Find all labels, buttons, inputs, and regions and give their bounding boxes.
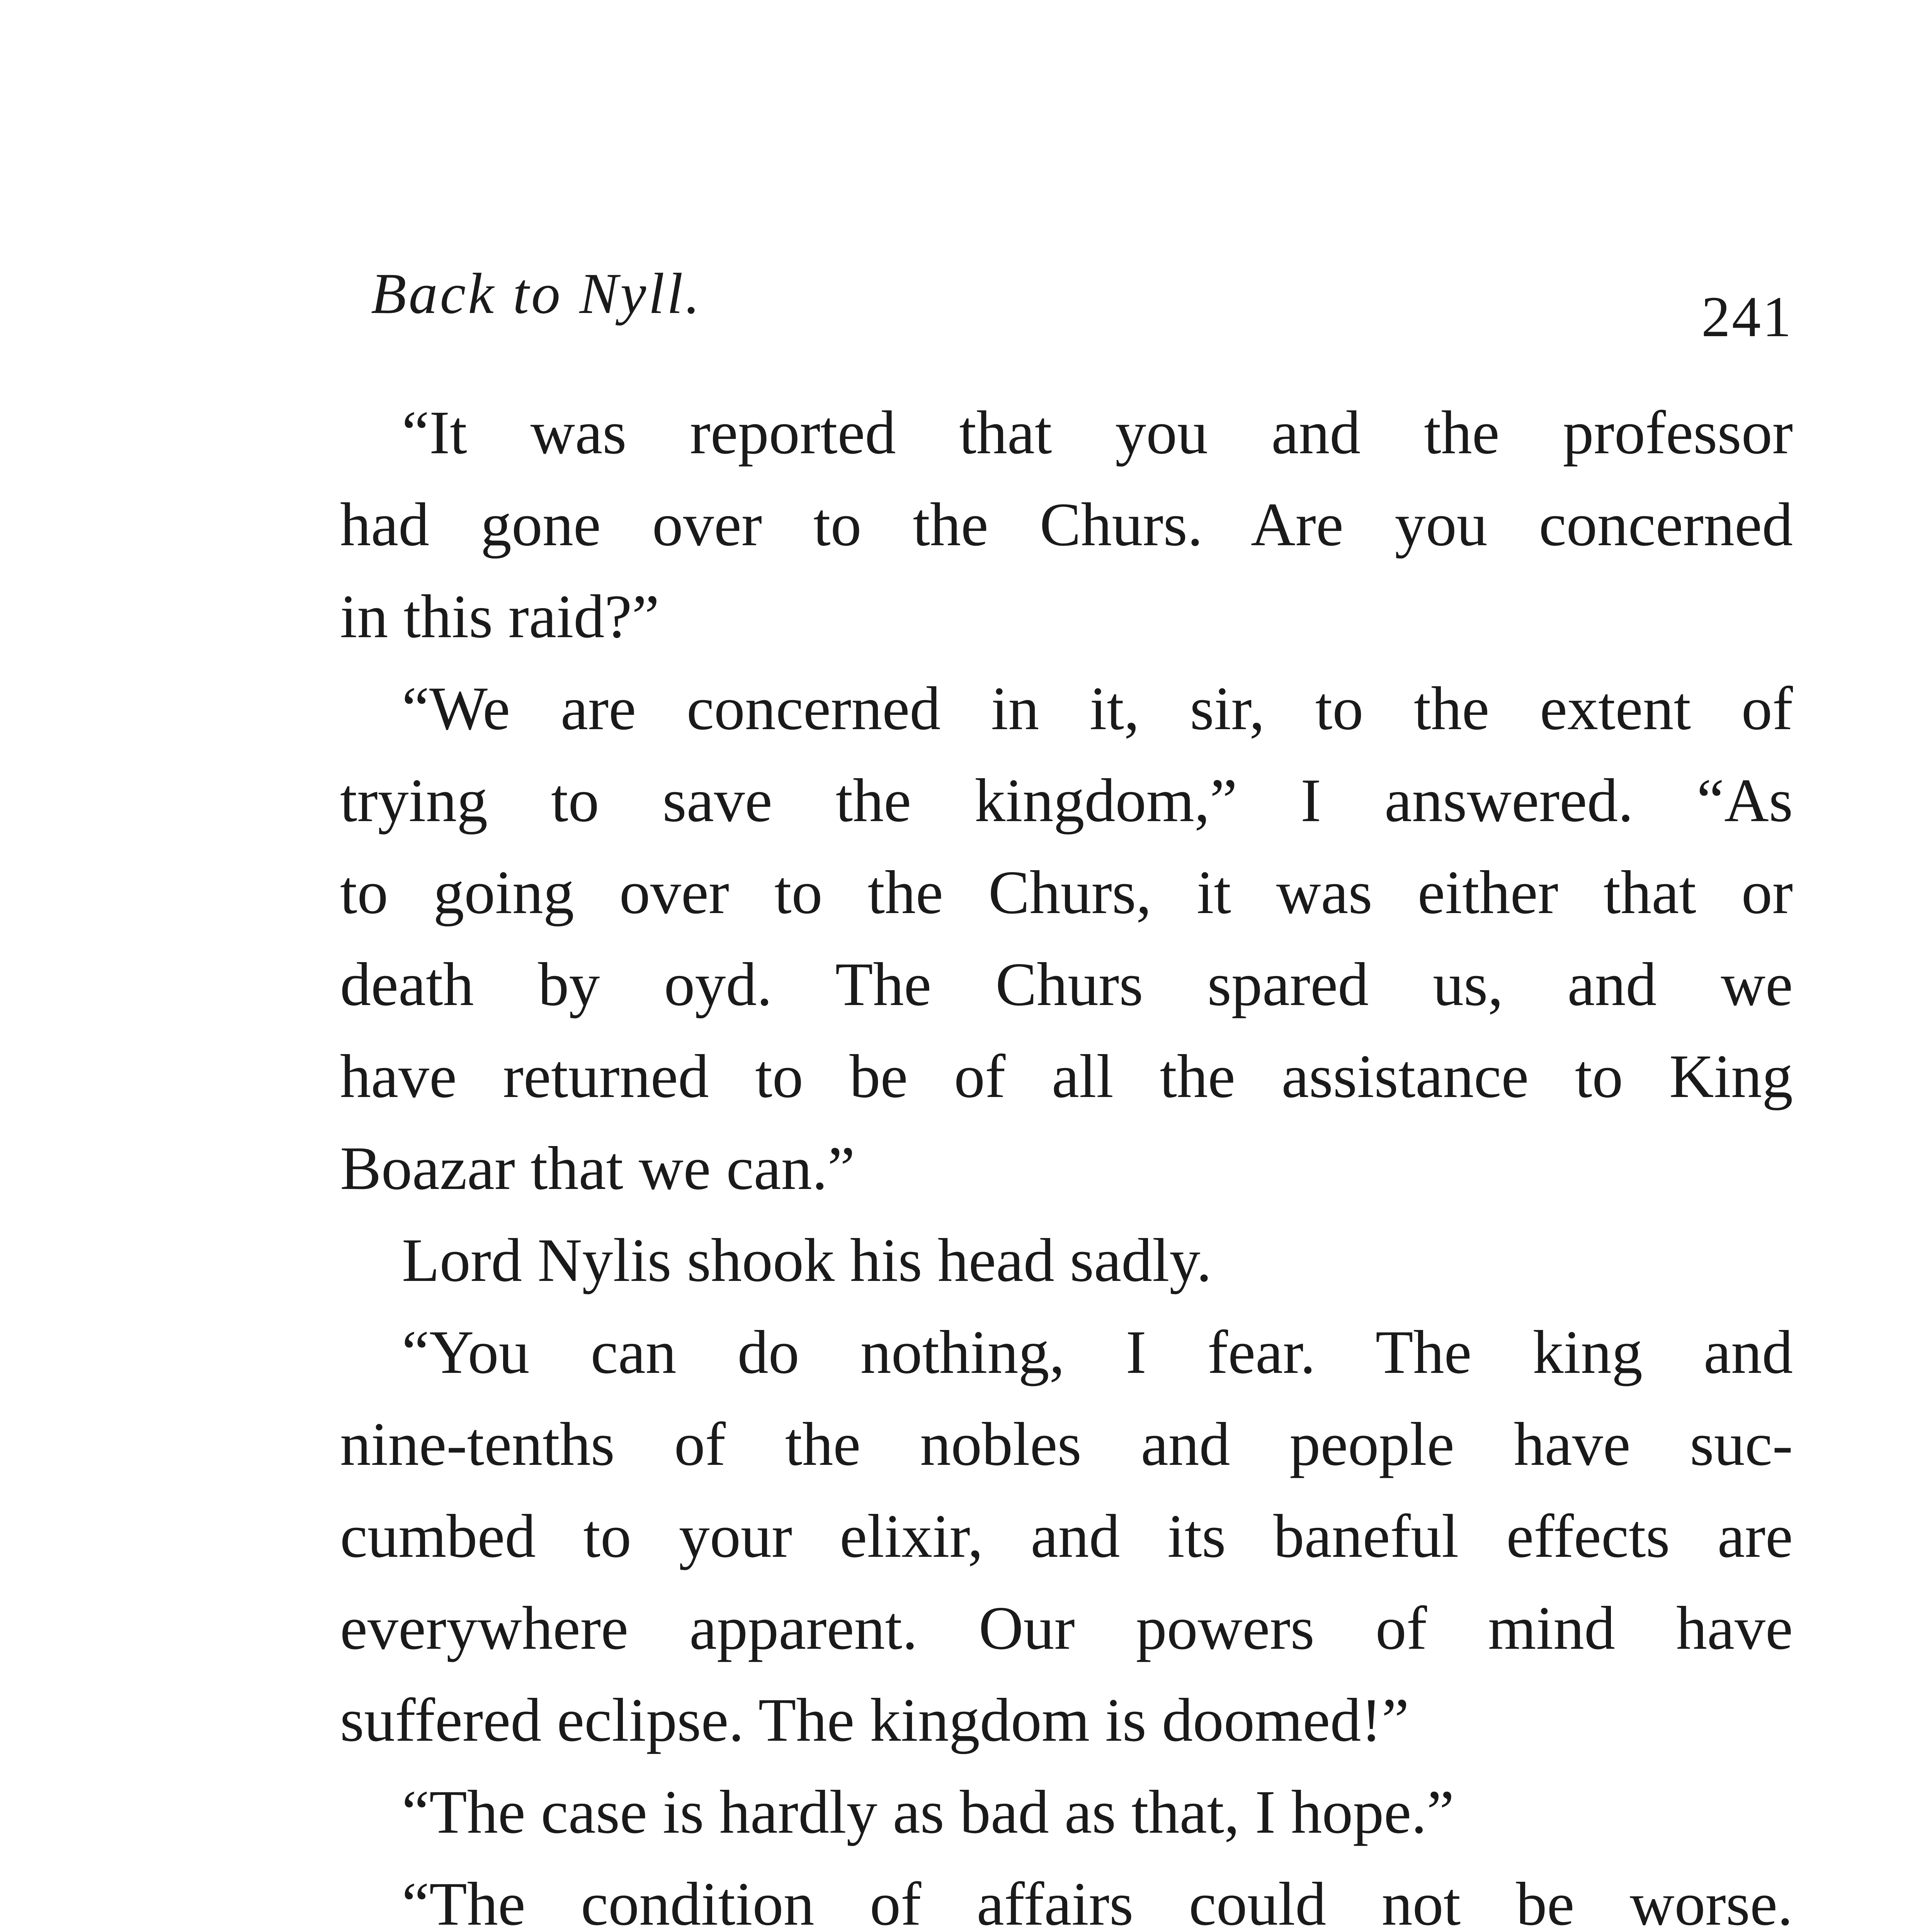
text-line: suffered eclipse. The kingdom is doomed!” (340, 1685, 1409, 1754)
text-line: had gone over to the Churs. Are you concerned (340, 490, 1793, 559)
text-line: in this raid?” (340, 582, 660, 651)
text-line: trying to save the kingdom,” I answered. “As (340, 766, 1793, 835)
text-line: Lord Nylis shook his head sadly. (402, 1226, 1212, 1294)
text-line: “The case is hardly as bad as that, I hope.” (402, 1777, 1454, 1846)
page-number: 241 (1701, 285, 1793, 349)
text-line: Boazar that we can.” (340, 1134, 855, 1202)
text-line: death by oyd. The Churs spared us, and we (340, 950, 1793, 1019)
text-line: cumbed to your elixir, and its baneful effects are (340, 1502, 1793, 1570)
body-text (340, 386, 1793, 1932)
running-title: Back to Nyll. (371, 262, 702, 326)
text-line: “You can do nothing, I fear. The king and (402, 1318, 1793, 1386)
text-line: “It was reported that you and the professor (402, 398, 1793, 467)
text-line: to going over to the Churs, it was either that or (340, 858, 1793, 927)
text-line: everywhere apparent. Our powers of mind have (340, 1594, 1793, 1662)
text-line: have returned to be of all the assistance to King (340, 1042, 1793, 1111)
text-line: nine-tenths of the nobles and people have suc- (340, 1410, 1793, 1478)
running-head (371, 255, 1793, 348)
text-line: “We are concerned in it, sir, to the extent of (402, 674, 1793, 743)
text-line: “The condition of affairs could not be worse. (402, 1869, 1793, 1932)
